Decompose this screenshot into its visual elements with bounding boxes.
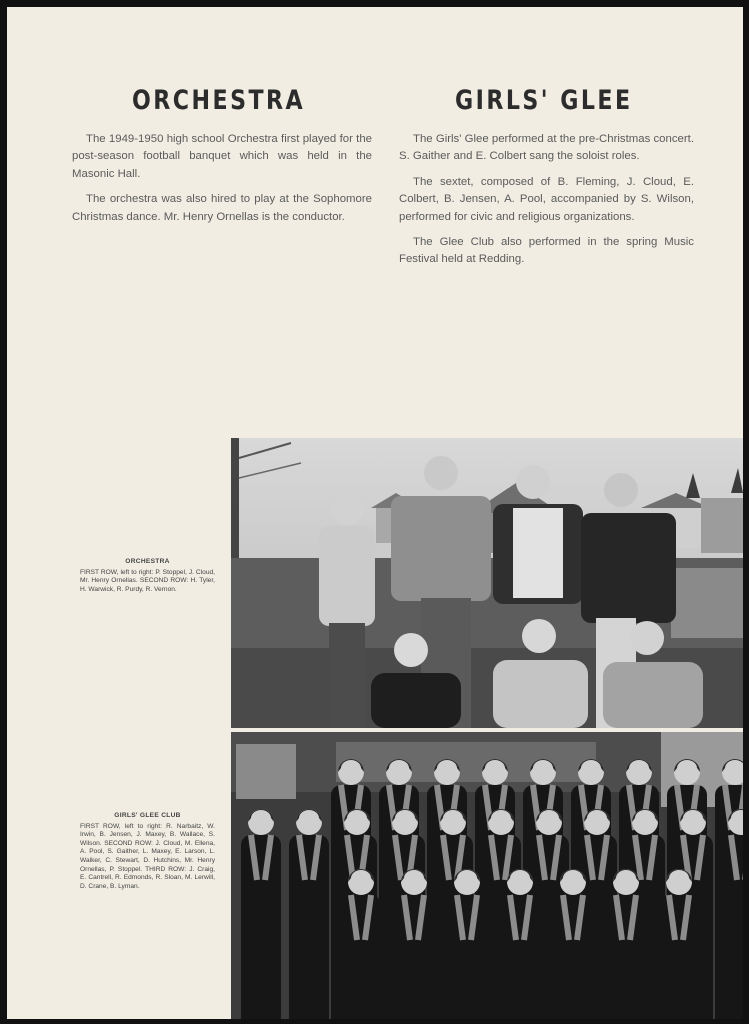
yearbook-page <box>7 7 743 1019</box>
girls-glee-caption <box>80 812 215 891</box>
girls-glee-caption-title: GIRLS' GLEE CLUB <box>114 812 181 819</box>
orchestra-caption-text: FIRST ROW, left to right: P. Stoppel, J. Cloud, Mr. Henry Ornellas. SECOND ROW: H. Tyler, H. Warwick, R. Purdy, R. Vernon. <box>80 568 215 593</box>
girls-glee-paragraph: The Girls' Glee performed at the pre-Christmas concert. S. Gaither and E. Colbert sang the soloist roles. <box>399 133 694 163</box>
girls-glee-caption-text: FIRST ROW, left to right: R. Narbaitz, W. Irwin, B. Jensen, J. Maxey, B. Wallace, S. Wilson. SECOND ROW: J. Cloud, M. Ellena, A. Pool, S. Gaither, L. Maxey, E. Larson, L. Walker, C. Stewart, D. Hutchins, Mr. Henry Ornellas, P. Stoppel. THIRD ROW: J. Craig, E. Cantrell, R. Edmonds, R. Sloan, M. Lerwill, D. Crane, B. Lyman. <box>80 822 215 890</box>
girls-glee-paragraph: The sextet, composed of B. Fleming, J. Cloud, E. Colbert, B. Jensen, A. Pool, accompanied by S. Wilson, performed for civic and religious organizations. <box>399 175 694 223</box>
orchestra-paragraph: The orchestra was also hired to play at the Sophomore Christmas dance. Mr. Henry Ornellas is the conductor. <box>72 193 372 223</box>
orchestra-caption-title: ORCHESTRA <box>125 558 170 565</box>
girls-glee-paragraph: The Glee Club also performed in the spring Music Festival held at Redding. <box>399 236 694 266</box>
girls-glee-text <box>399 131 694 277</box>
orchestra-photo <box>231 438 743 728</box>
orchestra-text <box>72 131 372 234</box>
orchestra-heading: ORCHESTRA <box>132 85 306 116</box>
orchestra-paragraph: The 1949-1950 high school Orchestra first played for the post-season football banquet which was held in the Masonic Hall. <box>72 133 372 180</box>
orchestra-caption <box>80 558 215 594</box>
girls-glee-photo <box>231 732 743 1019</box>
girls-glee-heading: GIRLS' GLEE <box>455 85 633 116</box>
